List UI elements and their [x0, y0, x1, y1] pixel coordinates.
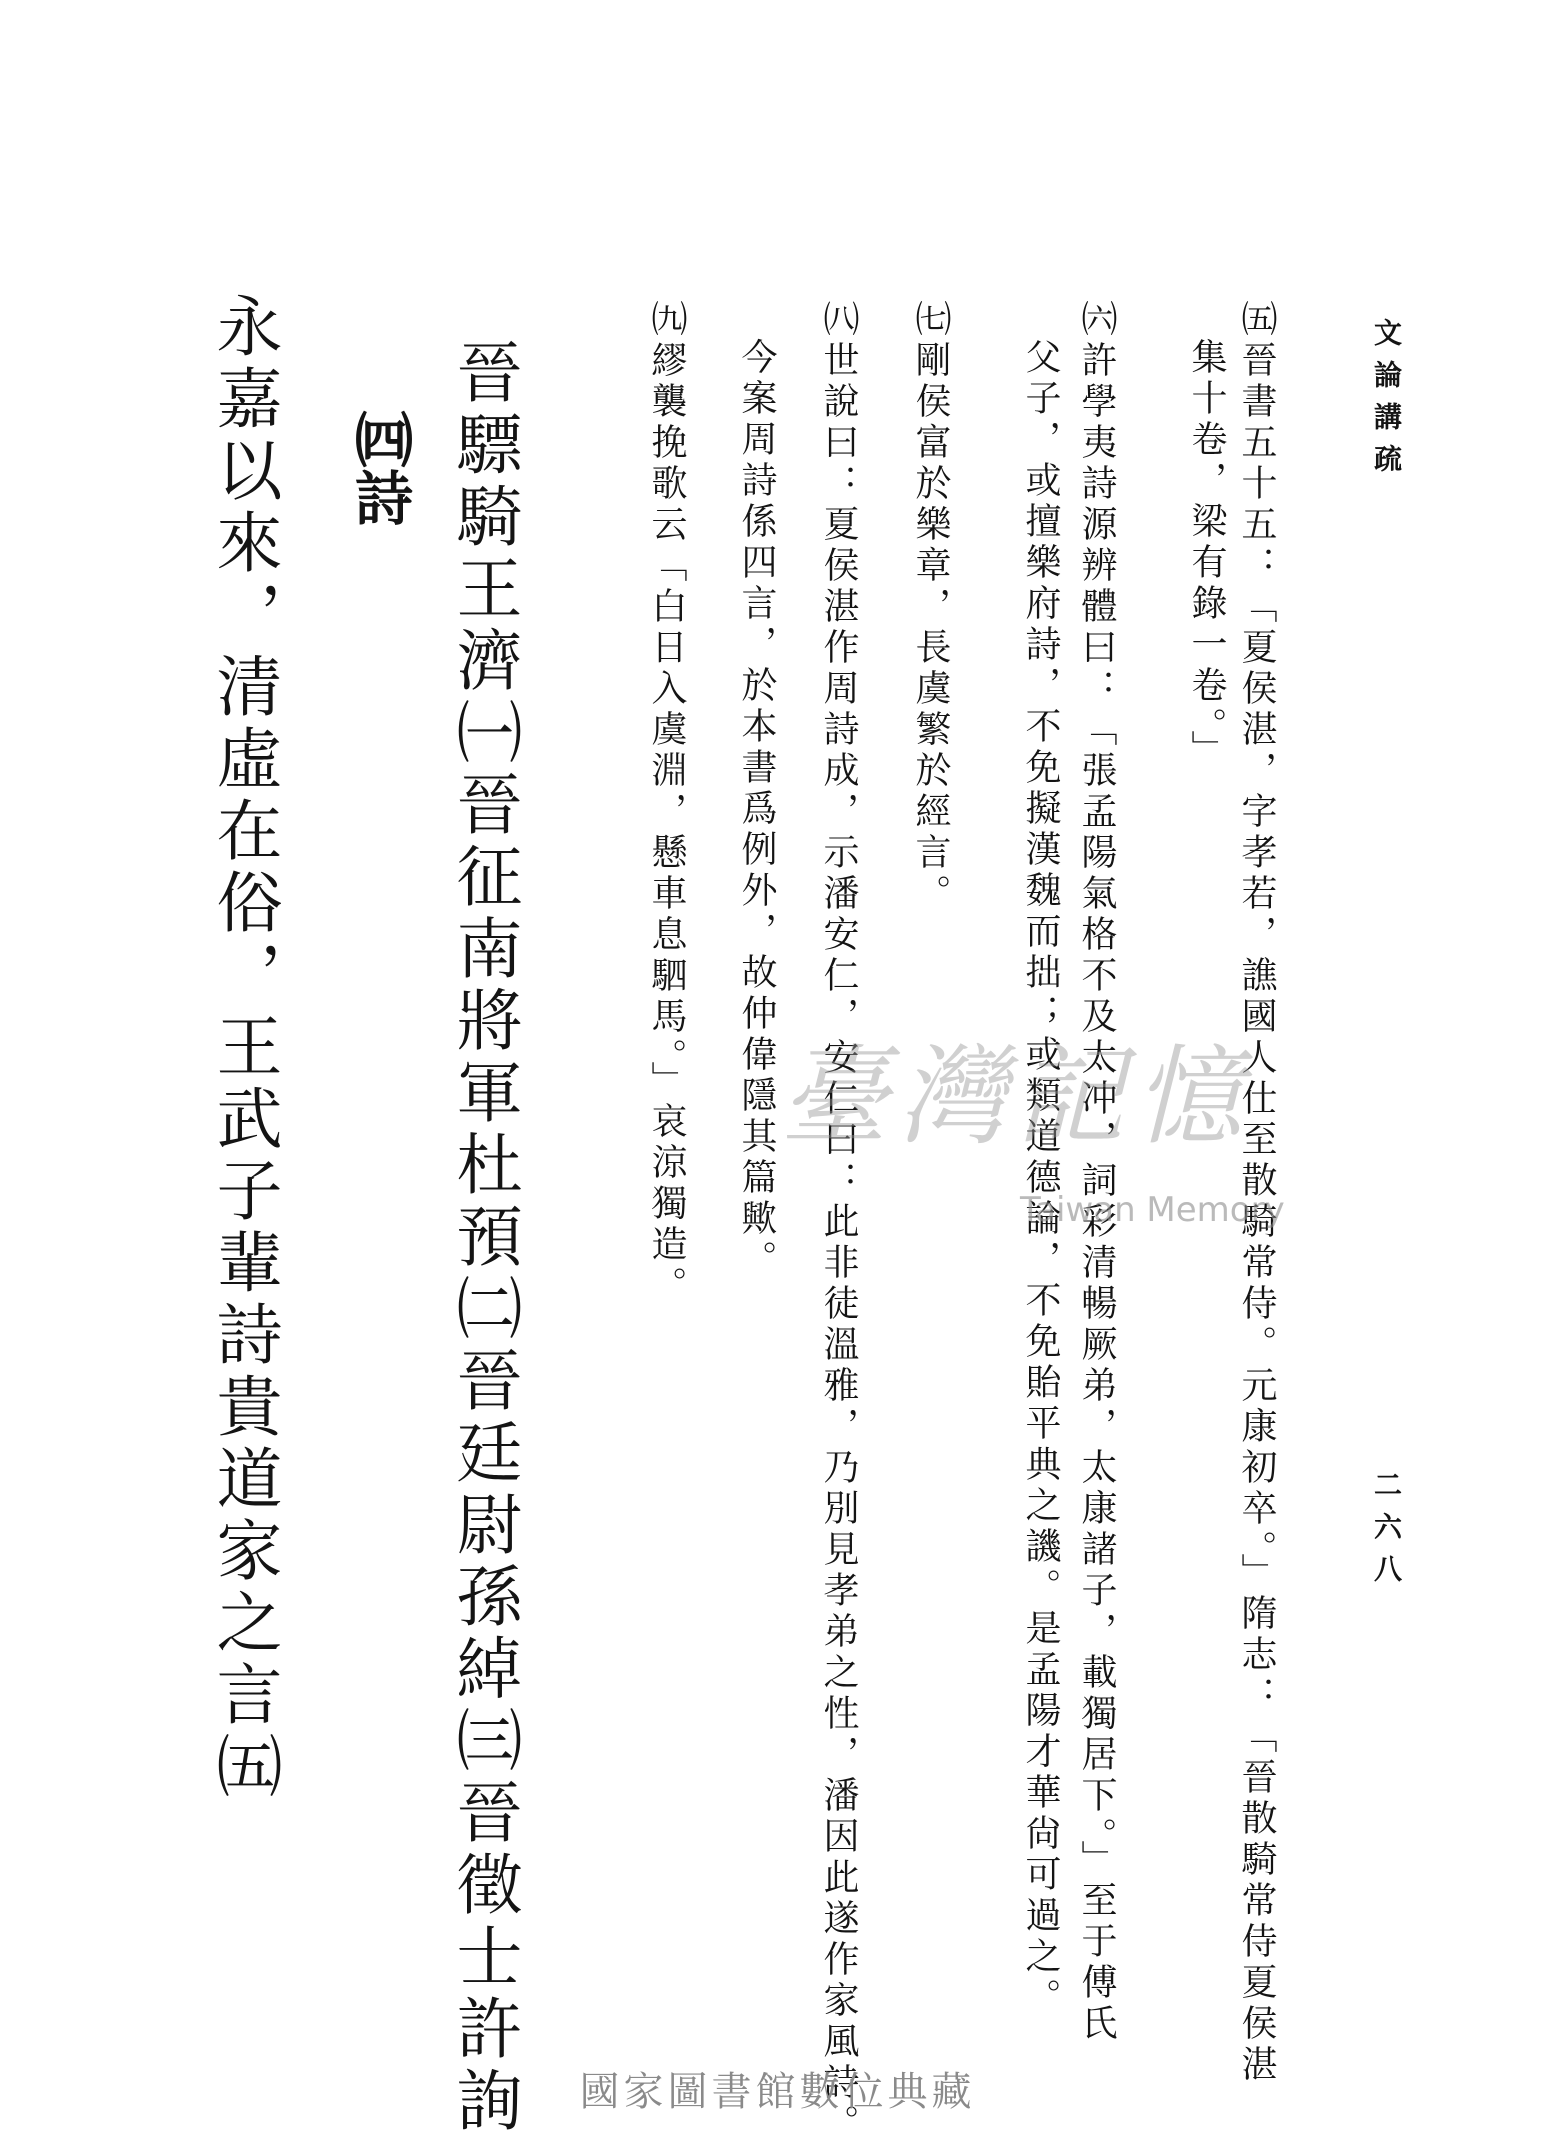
note-8-line2: 今案周詩係四言，於本書爲例外，故仲偉隱其篇歟。	[736, 338, 777, 1281]
taiwan-memory-watermark: 臺灣記憶	[780, 1035, 1253, 1160]
main-text-line2: 永嘉以來，清虛在俗，王武子輩詩貴道家之言㈤	[205, 292, 282, 1804]
note-6-line1: ㈥許學夷詩源辨體曰：「張孟陽氣格不及太冲，詞彩清暢厥弟，太康諸子，載獨居下。」至于傅氏	[1076, 300, 1117, 2045]
main-text-line1: 晉驃騎王濟㈠晉征南將軍杜預㈡晉廷尉孫綽㈢晉徵士許詢	[445, 338, 522, 2138]
note-9-line1: ㈨繆襲挽歌云「白日入虞淵，懸車息駟馬。」哀涼獨造。	[646, 300, 687, 1307]
taiwan-memory-watermark-en: Taiwan Memory	[1020, 1190, 1285, 1230]
library-footer: 國家圖書館數位典藏	[579, 2069, 976, 2115]
book-title: 文論講疏	[1370, 318, 1403, 486]
note-5-line2: 集十卷，梁有錄一卷。」	[1186, 338, 1227, 771]
note-5-line1: ㈤晉書五十五：「夏侯湛，字孝若，譙國人仕至散騎常侍。元康初卒。」隋志：「晉散騎常侍夏侯湛	[1236, 300, 1277, 2086]
section-heading: ㈣詩	[345, 410, 413, 526]
note-6-line2: 父子，或擅樂府詩，不免擬漢魏而拙；或類道德論，不免貽平典之譏。是孟陽才華尙可過之。	[1020, 338, 1061, 2019]
note-8-line1: ㈧世說曰：夏侯湛作周詩成，示潘安仁，安仁曰：此非徒溫雅，乃別見孝弟之性，潘因此遂作家風詩。	[818, 300, 859, 2145]
page-number: 二六八	[1370, 1470, 1403, 1596]
note-7-line1: ㈦剛侯富於樂章，長虞繁於經言。	[910, 300, 951, 915]
